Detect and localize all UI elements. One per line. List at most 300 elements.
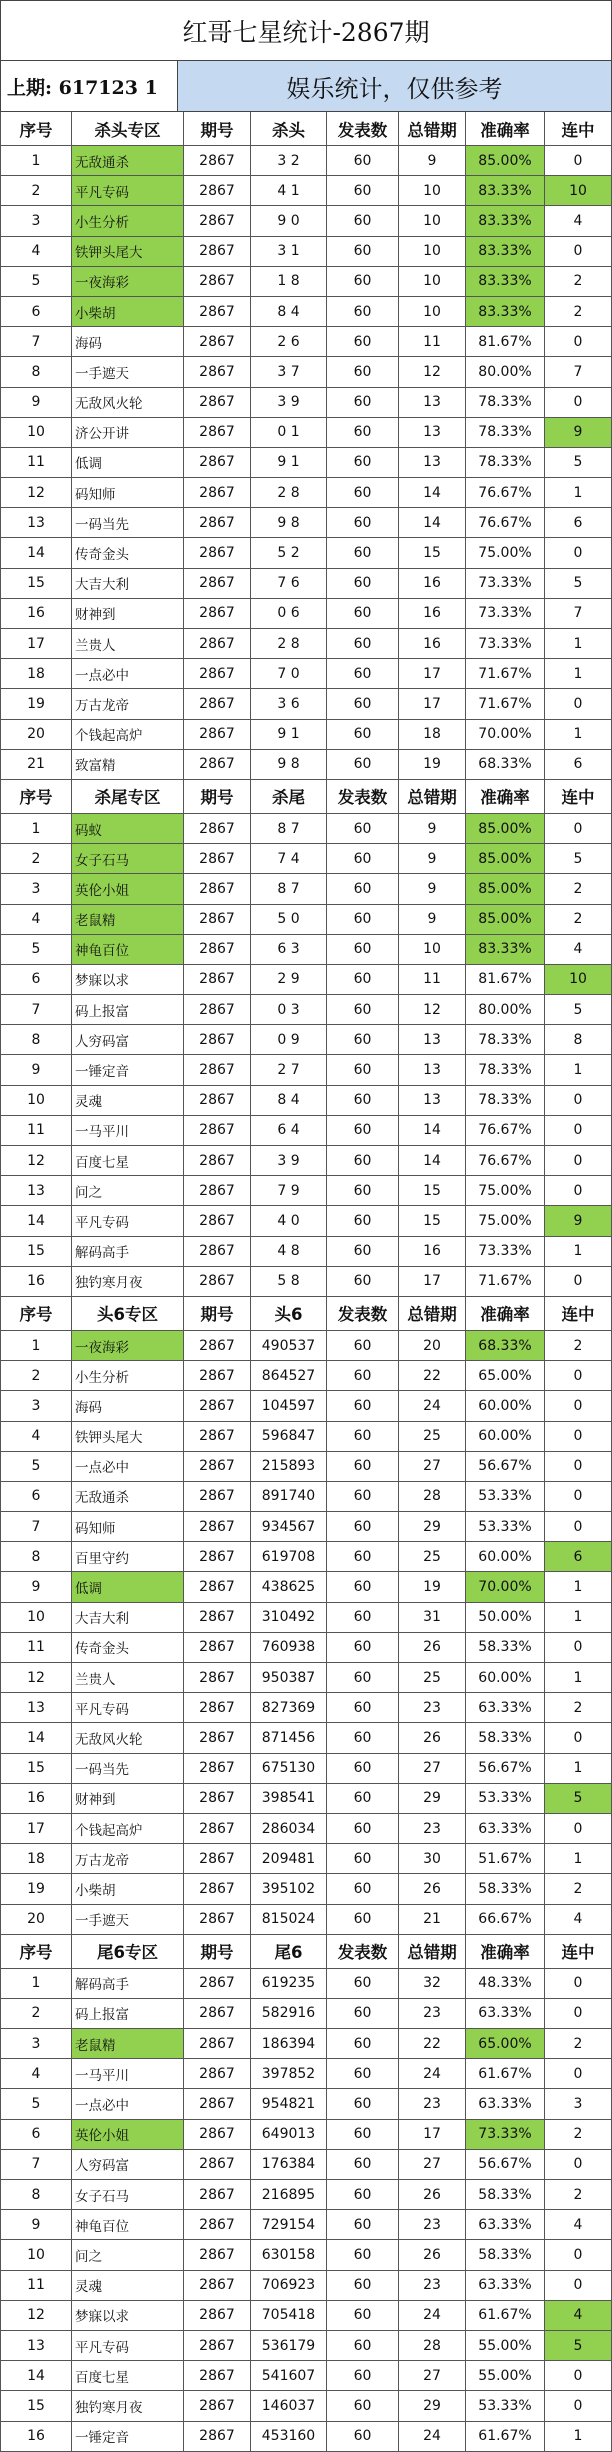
total-misses-cell: 17 xyxy=(399,689,466,719)
period-cell: 2867 xyxy=(184,2180,251,2210)
table-row xyxy=(0,1361,612,1391)
stat-section xyxy=(0,112,612,780)
period-cell: 2867 xyxy=(184,327,251,357)
win-streak-cell: 4 xyxy=(545,2210,612,2240)
predictor-name-cell: 一点必中 xyxy=(72,659,184,689)
period-cell: 2867 xyxy=(184,874,251,904)
win-streak-cell: 1 xyxy=(545,629,612,659)
disclaimer-banner: 娱乐统计，仅供参考 xyxy=(178,61,612,112)
prediction-cell: 453160 xyxy=(251,2422,327,2452)
prediction-cell: 2 7 xyxy=(251,1055,327,1085)
predictor-name-cell: 传奇金头 xyxy=(72,1633,184,1663)
total-posts-cell: 60 xyxy=(327,995,399,1025)
table-row xyxy=(0,1146,612,1176)
predictor-name-cell: 无敌风火轮 xyxy=(72,1723,184,1753)
total-misses-cell: 28 xyxy=(399,1482,466,1512)
win-streak-cell: 2 xyxy=(545,905,612,935)
prediction-cell: 6 4 xyxy=(251,1116,327,1146)
total-misses-cell: 19 xyxy=(399,750,466,780)
table-row xyxy=(0,2180,612,2210)
total-misses-cell: 30 xyxy=(399,1844,466,1874)
accuracy-rate-cell: 58.33% xyxy=(466,1874,545,1904)
row-index-cell: 16 xyxy=(0,1267,72,1297)
period-cell: 2867 xyxy=(184,2331,251,2361)
table-row xyxy=(0,357,612,387)
total-misses-cell: 15 xyxy=(399,1176,466,1206)
row-index-cell: 11 xyxy=(0,1116,72,1146)
row-index-cell: 20 xyxy=(0,1905,72,1935)
period-cell: 2867 xyxy=(184,1176,251,1206)
accuracy-rate-cell: 63.33% xyxy=(466,1814,545,1844)
period-cell: 2867 xyxy=(184,1055,251,1085)
win-streak-cell: 4 xyxy=(545,935,612,965)
prediction-cell: 7 9 xyxy=(251,1176,327,1206)
prediction-cell: 760938 xyxy=(251,1633,327,1663)
table-row xyxy=(0,659,612,689)
total-posts-cell: 60 xyxy=(327,1754,399,1784)
predictor-name-cell: 财神到 xyxy=(72,599,184,629)
predictor-name-cell: 一马平川 xyxy=(72,2059,184,2089)
prediction-cell: 3 1 xyxy=(251,237,327,267)
total-posts-cell: 60 xyxy=(327,2331,399,2361)
total-posts-cell: 60 xyxy=(327,357,399,387)
table-row xyxy=(0,1331,612,1361)
total-misses-cell: 23 xyxy=(399,2089,466,2119)
win-streak-cell: 1 xyxy=(545,1237,612,1267)
total-misses-cell: 13 xyxy=(399,448,466,478)
predictor-name-cell: 独钓寒月夜 xyxy=(72,1267,184,1297)
win-streak-cell: 0 xyxy=(545,1969,612,1999)
table-row xyxy=(0,935,612,965)
table-row xyxy=(0,1969,612,1999)
total-posts-cell: 60 xyxy=(327,1086,399,1116)
total-misses-cell: 29 xyxy=(399,1512,466,1542)
total-posts-cell: 60 xyxy=(327,1969,399,1999)
win-streak-cell: 0 xyxy=(545,1146,612,1176)
predictor-name-cell: 灵魂 xyxy=(72,1086,184,1116)
prediction-cell: 706923 xyxy=(251,2271,327,2301)
win-streak-cell: 0 xyxy=(545,2059,612,2089)
accuracy-rate-cell: 61.67% xyxy=(466,2059,545,2089)
predictor-name-cell: 兰贵人 xyxy=(72,629,184,659)
predictor-name-cell: 无敌通杀 xyxy=(72,1482,184,1512)
total-posts-cell: 60 xyxy=(327,1633,399,1663)
accuracy-rate-cell: 73.33% xyxy=(466,2120,545,2150)
row-index-cell: 6 xyxy=(0,1482,72,1512)
total-misses-cell: 26 xyxy=(399,1874,466,1904)
total-misses-cell: 9 xyxy=(399,146,466,176)
predictor-name-cell: 海码 xyxy=(72,327,184,357)
predictor-name-cell: 解码高手 xyxy=(72,1969,184,1999)
row-index-cell: 17 xyxy=(0,1814,72,1844)
period-cell: 2867 xyxy=(184,2150,251,2180)
total-posts-cell: 60 xyxy=(327,297,399,327)
predictor-name-cell: 万古龙帝 xyxy=(72,1844,184,1874)
total-posts-cell: 60 xyxy=(327,2271,399,2301)
predictor-name-cell: 解码高手 xyxy=(72,1237,184,1267)
prediction-cell: 815024 xyxy=(251,1905,327,1935)
predictor-name-cell: 女子石马 xyxy=(72,844,184,874)
period-cell: 2867 xyxy=(184,1693,251,1723)
win-streak-cell: 2 xyxy=(545,1331,612,1361)
row-index-cell: 14 xyxy=(0,1723,72,1753)
period-cell: 2867 xyxy=(184,1905,251,1935)
table-row xyxy=(0,629,612,659)
total-posts-cell: 60 xyxy=(327,935,399,965)
column-header-prediction: 杀头 xyxy=(251,112,327,146)
total-misses-cell: 23 xyxy=(399,1999,466,2029)
prediction-cell: 7 0 xyxy=(251,659,327,689)
total-posts-cell: 60 xyxy=(327,814,399,844)
win-streak-cell: 10 xyxy=(545,965,612,995)
total-misses-cell: 31 xyxy=(399,1603,466,1633)
stat-section xyxy=(0,1935,612,2452)
total-misses-cell: 24 xyxy=(399,2422,466,2452)
total-misses-cell: 25 xyxy=(399,1542,466,1572)
predictor-name-cell: 一点必中 xyxy=(72,2089,184,2119)
table-row xyxy=(0,1206,612,1236)
table-row xyxy=(0,2089,612,2119)
predictor-name-cell: 梦寐以求 xyxy=(72,965,184,995)
predictor-name-cell: 致富精 xyxy=(72,750,184,780)
total-posts-cell: 60 xyxy=(327,1784,399,1814)
total-misses-cell: 29 xyxy=(399,2391,466,2421)
total-posts-cell: 60 xyxy=(327,2210,399,2240)
win-streak-cell: 6 xyxy=(545,1542,612,1572)
win-streak-cell: 6 xyxy=(545,750,612,780)
total-misses-cell: 16 xyxy=(399,599,466,629)
accuracy-rate-cell: 75.00% xyxy=(466,1176,545,1206)
period-cell: 2867 xyxy=(184,1116,251,1146)
period-cell: 2867 xyxy=(184,2361,251,2391)
table-header-row xyxy=(0,1297,612,1331)
row-index-cell: 11 xyxy=(0,1633,72,1663)
row-index-cell: 12 xyxy=(0,1146,72,1176)
predictor-name-cell: 大吉大利 xyxy=(72,569,184,599)
total-misses-cell: 14 xyxy=(399,508,466,538)
total-posts-cell: 60 xyxy=(327,508,399,538)
period-cell: 2867 xyxy=(184,2089,251,2119)
period-cell: 2867 xyxy=(184,814,251,844)
total-posts-cell: 60 xyxy=(327,1116,399,1146)
table-row xyxy=(0,1633,612,1663)
prediction-cell: 705418 xyxy=(251,2301,327,2331)
prediction-cell: 0 3 xyxy=(251,995,327,1025)
row-index-cell: 7 xyxy=(0,327,72,357)
accuracy-rate-cell: 78.33% xyxy=(466,1055,545,1085)
row-index-cell: 1 xyxy=(0,1331,72,1361)
total-misses-cell: 11 xyxy=(399,965,466,995)
period-cell: 2867 xyxy=(184,1663,251,1693)
total-posts-cell: 60 xyxy=(327,1844,399,1874)
period-cell: 2867 xyxy=(184,1814,251,1844)
win-streak-cell: 5 xyxy=(545,1784,612,1814)
row-index-cell: 13 xyxy=(0,1176,72,1206)
predictor-name-cell: 码上报富 xyxy=(72,995,184,1025)
period-cell: 2867 xyxy=(184,659,251,689)
table-row xyxy=(0,1422,612,1452)
total-misses-cell: 23 xyxy=(399,2210,466,2240)
period-cell: 2867 xyxy=(184,599,251,629)
period-cell: 2867 xyxy=(184,844,251,874)
accuracy-rate-cell: 76.67% xyxy=(466,508,545,538)
win-streak-cell: 2 xyxy=(545,1693,612,1723)
table-row xyxy=(0,2301,612,2331)
prediction-cell: 675130 xyxy=(251,1754,327,1784)
accuracy-rate-cell: 85.00% xyxy=(466,844,545,874)
total-posts-cell: 60 xyxy=(327,1391,399,1421)
total-misses-cell: 9 xyxy=(399,874,466,904)
win-streak-cell: 0 xyxy=(545,1452,612,1482)
total-posts-cell: 60 xyxy=(327,206,399,236)
period-cell: 2867 xyxy=(184,1237,251,1267)
total-misses-cell: 20 xyxy=(399,1331,466,1361)
prediction-cell: 619235 xyxy=(251,1969,327,1999)
row-index-cell: 6 xyxy=(0,2120,72,2150)
period-cell: 2867 xyxy=(184,2422,251,2452)
row-index-cell: 13 xyxy=(0,508,72,538)
total-misses-cell: 32 xyxy=(399,1969,466,1999)
period-cell: 2867 xyxy=(184,357,251,387)
period-cell: 2867 xyxy=(184,1267,251,1297)
prediction-cell: 536179 xyxy=(251,2331,327,2361)
column-header-predictor-name: 杀头专区 xyxy=(72,112,184,146)
win-streak-cell: 1 xyxy=(545,1572,612,1602)
win-streak-cell: 0 xyxy=(545,2361,612,2391)
accuracy-rate-cell: 51.67% xyxy=(466,1844,545,1874)
period-cell: 2867 xyxy=(184,508,251,538)
total-posts-cell: 60 xyxy=(327,750,399,780)
total-posts-cell: 60 xyxy=(327,1693,399,1723)
predictor-name-cell: 英伦小姐 xyxy=(72,2120,184,2150)
table-row xyxy=(0,1572,612,1602)
row-index-cell: 3 xyxy=(0,1391,72,1421)
total-misses-cell: 22 xyxy=(399,2029,466,2059)
total-posts-cell: 60 xyxy=(327,1512,399,1542)
predictor-name-cell: 财神到 xyxy=(72,1784,184,1814)
accuracy-rate-cell: 53.33% xyxy=(466,1482,545,1512)
last-period-result: 上期: 617123 1 xyxy=(0,61,178,112)
prediction-cell: 729154 xyxy=(251,2210,327,2240)
total-posts-cell: 60 xyxy=(327,659,399,689)
predictor-name-cell: 传奇金头 xyxy=(72,538,184,568)
total-misses-cell: 24 xyxy=(399,2301,466,2331)
predictor-name-cell: 一马平川 xyxy=(72,1116,184,1146)
win-streak-cell: 0 xyxy=(545,2240,612,2270)
table-row xyxy=(0,844,612,874)
table-row xyxy=(0,267,612,297)
period-cell: 2867 xyxy=(184,237,251,267)
total-misses-cell: 10 xyxy=(399,297,466,327)
period-cell: 2867 xyxy=(184,1086,251,1116)
accuracy-rate-cell: 78.33% xyxy=(466,448,545,478)
prediction-cell: 541607 xyxy=(251,2361,327,2391)
accuracy-rate-cell: 81.67% xyxy=(466,327,545,357)
predictor-name-cell: 问之 xyxy=(72,1176,184,1206)
period-cell: 2867 xyxy=(184,478,251,508)
period-cell: 2867 xyxy=(184,1391,251,1421)
table-row xyxy=(0,327,612,357)
prediction-cell: 7 4 xyxy=(251,844,327,874)
win-streak-cell: 1 xyxy=(545,1663,612,1693)
row-index-cell: 2 xyxy=(0,1361,72,1391)
win-streak-cell: 0 xyxy=(545,1391,612,1421)
prediction-cell: 2 8 xyxy=(251,629,327,659)
row-index-cell: 13 xyxy=(0,2331,72,2361)
table-row xyxy=(0,2271,612,2301)
accuracy-rate-cell: 83.33% xyxy=(466,297,545,327)
predictor-name-cell: 低调 xyxy=(72,1572,184,1602)
predictor-name-cell: 平凡专码 xyxy=(72,2331,184,2361)
row-index-cell: 1 xyxy=(0,1969,72,1999)
win-streak-cell: 9 xyxy=(545,418,612,448)
accuracy-rate-cell: 85.00% xyxy=(466,874,545,904)
predictor-name-cell: 神龟百位 xyxy=(72,935,184,965)
total-posts-cell: 60 xyxy=(327,327,399,357)
win-streak-cell: 5 xyxy=(545,995,612,1025)
total-misses-cell: 13 xyxy=(399,388,466,418)
row-index-cell: 11 xyxy=(0,448,72,478)
total-misses-cell: 13 xyxy=(399,1055,466,1085)
column-header-predictor-name: 杀尾专区 xyxy=(72,780,184,814)
column-header-total-posts: 发表数 xyxy=(327,780,399,814)
total-misses-cell: 26 xyxy=(399,2240,466,2270)
accuracy-rate-cell: 80.00% xyxy=(466,995,545,1025)
win-streak-cell: 5 xyxy=(545,844,612,874)
accuracy-rate-cell: 63.33% xyxy=(466,1693,545,1723)
total-posts-cell: 60 xyxy=(327,2059,399,2089)
prediction-cell: 176384 xyxy=(251,2150,327,2180)
table-row xyxy=(0,2240,612,2270)
table-row xyxy=(0,720,612,750)
win-streak-cell: 7 xyxy=(545,599,612,629)
column-header-predictor-name: 尾6专区 xyxy=(72,1935,184,1969)
win-streak-cell: 3 xyxy=(545,2089,612,2119)
column-header-total-misses: 总错期 xyxy=(399,780,466,814)
win-streak-cell: 0 xyxy=(545,327,612,357)
win-streak-cell: 0 xyxy=(545,1176,612,1206)
accuracy-rate-cell: 58.33% xyxy=(466,1633,545,1663)
accuracy-rate-cell: 76.67% xyxy=(466,478,545,508)
row-index-cell: 2 xyxy=(0,176,72,206)
total-misses-cell: 10 xyxy=(399,176,466,206)
table-row xyxy=(0,1999,612,2029)
row-index-cell: 3 xyxy=(0,874,72,904)
total-posts-cell: 60 xyxy=(327,2150,399,2180)
win-streak-cell: 9 xyxy=(545,1206,612,1236)
predictor-name-cell: 一点必中 xyxy=(72,1452,184,1482)
prediction-cell: 9 8 xyxy=(251,750,327,780)
row-index-cell: 14 xyxy=(0,2361,72,2391)
row-index-cell: 5 xyxy=(0,1452,72,1482)
period-cell: 2867 xyxy=(184,1482,251,1512)
total-misses-cell: 27 xyxy=(399,2361,466,2391)
row-index-cell: 17 xyxy=(0,629,72,659)
win-streak-cell: 2 xyxy=(545,874,612,904)
table-row xyxy=(0,1784,612,1814)
win-streak-cell: 1 xyxy=(545,1603,612,1633)
column-header-prediction: 尾6 xyxy=(251,1935,327,1969)
predictor-name-cell: 兰贵人 xyxy=(72,1663,184,1693)
period-cell: 2867 xyxy=(184,2210,251,2240)
table-row xyxy=(0,1482,612,1512)
table-row xyxy=(0,508,612,538)
win-streak-cell: 0 xyxy=(545,1422,612,1452)
table-row xyxy=(0,2331,612,2361)
win-streak-cell: 7 xyxy=(545,357,612,387)
prediction-cell: 864527 xyxy=(251,1361,327,1391)
table-row xyxy=(0,1025,612,1055)
predictor-name-cell: 老鼠精 xyxy=(72,2029,184,2059)
win-streak-cell: 0 xyxy=(545,689,612,719)
column-header-predictor-name: 头6专区 xyxy=(72,1297,184,1331)
period-cell: 2867 xyxy=(184,1969,251,1999)
column-header-win-streak: 连中 xyxy=(545,780,612,814)
prediction-cell: 582916 xyxy=(251,1999,327,2029)
predictor-name-cell: 低调 xyxy=(72,448,184,478)
row-index-cell: 8 xyxy=(0,1542,72,1572)
total-misses-cell: 13 xyxy=(399,1025,466,1055)
predictor-name-cell: 百里守约 xyxy=(72,1542,184,1572)
total-misses-cell: 10 xyxy=(399,935,466,965)
win-streak-cell: 2 xyxy=(545,2029,612,2059)
period-cell: 2867 xyxy=(184,1754,251,1784)
prediction-cell: 4 0 xyxy=(251,1206,327,1236)
period-cell: 2867 xyxy=(184,1512,251,1542)
prediction-cell: 619708 xyxy=(251,1542,327,1572)
prediction-cell: 9 0 xyxy=(251,206,327,236)
predictor-name-cell: 一夜海彩 xyxy=(72,267,184,297)
table-header-row xyxy=(0,780,612,814)
accuracy-rate-cell: 65.00% xyxy=(466,2029,545,2059)
table-row xyxy=(0,237,612,267)
total-posts-cell: 60 xyxy=(327,965,399,995)
accuracy-rate-cell: 78.33% xyxy=(466,1025,545,1055)
prediction-cell: 630158 xyxy=(251,2240,327,2270)
total-misses-cell: 17 xyxy=(399,659,466,689)
predictor-name-cell: 人穷码富 xyxy=(72,2150,184,2180)
accuracy-rate-cell: 55.00% xyxy=(466,2361,545,2391)
period-cell: 2867 xyxy=(184,2240,251,2270)
period-cell: 2867 xyxy=(184,1784,251,1814)
predictor-name-cell: 万古龙帝 xyxy=(72,689,184,719)
accuracy-rate-cell: 70.00% xyxy=(466,720,545,750)
table-row xyxy=(0,750,612,780)
sub-header xyxy=(0,61,612,112)
total-misses-cell: 22 xyxy=(399,1361,466,1391)
period-cell: 2867 xyxy=(184,206,251,236)
total-misses-cell: 28 xyxy=(399,2331,466,2361)
total-posts-cell: 60 xyxy=(327,1663,399,1693)
total-posts-cell: 60 xyxy=(327,418,399,448)
table-row xyxy=(0,478,612,508)
table-row xyxy=(0,1542,612,1572)
accuracy-rate-cell: 73.33% xyxy=(466,629,545,659)
accuracy-rate-cell: 55.00% xyxy=(466,2331,545,2361)
table-row xyxy=(0,176,612,206)
column-header-total-misses: 总错期 xyxy=(399,1935,466,1969)
period-cell: 2867 xyxy=(184,905,251,935)
total-misses-cell: 26 xyxy=(399,2180,466,2210)
table-row xyxy=(0,814,612,844)
accuracy-rate-cell: 68.33% xyxy=(466,1331,545,1361)
prediction-cell: 8 7 xyxy=(251,874,327,904)
row-index-cell: 18 xyxy=(0,1844,72,1874)
row-index-cell: 21 xyxy=(0,750,72,780)
total-misses-cell: 16 xyxy=(399,1237,466,1267)
accuracy-rate-cell: 63.33% xyxy=(466,2089,545,2119)
total-posts-cell: 60 xyxy=(327,1723,399,1753)
